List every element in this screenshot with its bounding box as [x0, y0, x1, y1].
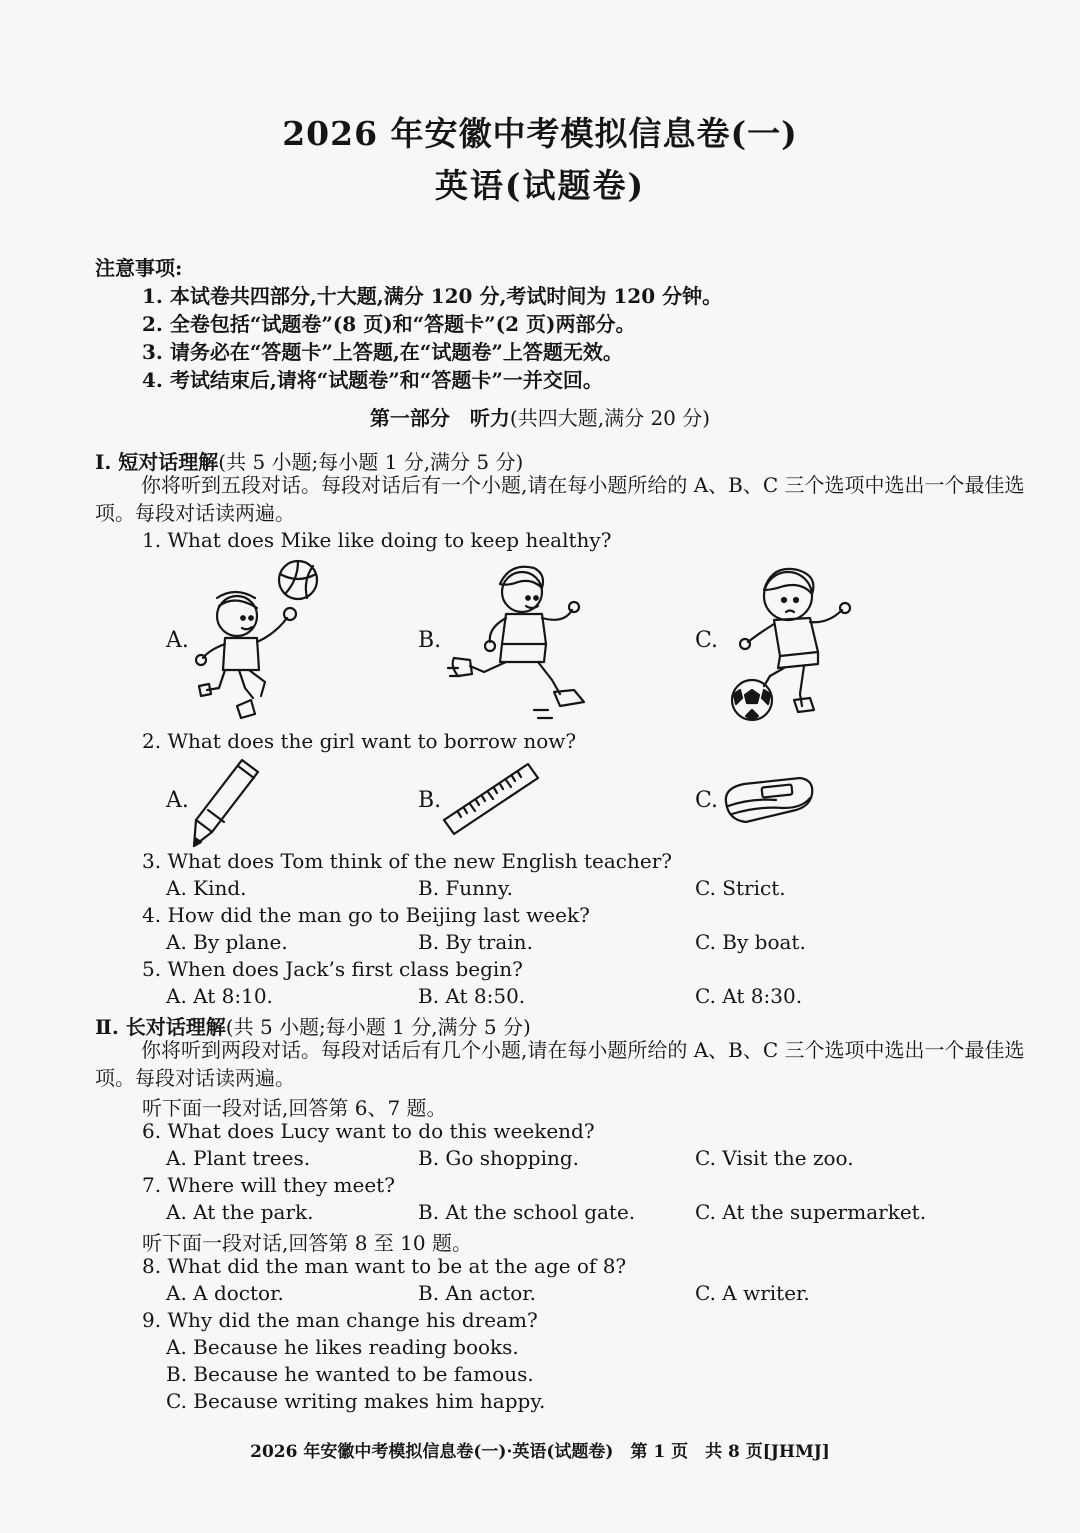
q6-option-b: B. Go shopping.	[418, 1146, 580, 1170]
q3-option-c: C. Strict.	[695, 876, 786, 900]
q6-option-a: A. Plant trees.	[166, 1146, 311, 1170]
question-4: 4. How did the man go to Beijing last week?	[142, 903, 590, 927]
q3-option-b: B. Funny.	[418, 876, 513, 900]
q9-option-b: B. Because he wanted to be famous.	[166, 1362, 534, 1386]
question-2: 2. What does the girl want to borrow now?	[142, 729, 577, 753]
section2-title: Ⅱ. 长对话理解	[95, 1015, 226, 1039]
note-item: 2. 全卷包括“试题卷”(8 页)和“答题卡”(2 页)两部分。	[142, 312, 636, 336]
question-7: 7. Where will they meet?	[142, 1173, 395, 1197]
q8-option-c: C. A writer.	[695, 1281, 810, 1305]
q2-option-b: B.	[418, 788, 442, 813]
exam-title: 2026 年安徽中考模拟信息卷(一)	[282, 114, 798, 153]
section2-subtitle: (共 5 小题;每小题 1 分,满分 5 分)	[225, 1015, 531, 1039]
q7-option-c: C. At the supermarket.	[695, 1200, 927, 1224]
dialogue-lead-1: 听下面一段对话,回答第 6、7 题。	[142, 1096, 447, 1120]
q4-option-c: C. By boat.	[695, 930, 806, 954]
note-item: 3. 请务必在“答题卡”上答题,在“试题卷”上答题无效。	[142, 340, 623, 364]
q4-option-a: A. By plane.	[166, 930, 288, 954]
q1-option-a: A.	[166, 628, 189, 653]
part1-title: 第一部分 听力	[369, 406, 510, 430]
question-1: 1. What does Mike like doing to keep healthy?	[142, 528, 612, 552]
part1-heading	[0, 402, 1080, 431]
boy-running-icon	[448, 562, 594, 720]
boy-playing-basketball-icon	[195, 558, 325, 726]
q9-option-c: C. Because writing makes him happy.	[166, 1389, 546, 1413]
section2-instructions: 你将听到两段对话。每段对话后有几个小题,请在每小题所给的 A、B、C 三个选项中选出一个最佳选项。每段对话读两遍。	[95, 1038, 1025, 1090]
question-6: 6. What does Lucy want to do this weekend?	[142, 1119, 595, 1143]
question-3: 3. What does Tom think of the new English teacher?	[142, 849, 672, 873]
q3-option-a: A. Kind.	[166, 876, 247, 900]
section1-title: Ⅰ. 短对话理解	[95, 450, 219, 474]
boy-playing-football-icon	[728, 560, 852, 720]
question-8: 8. What did the man want to be at the age of 8?	[142, 1254, 627, 1278]
dialogue-lead-2: 听下面一段对话,回答第 8 至 10 题。	[142, 1231, 472, 1255]
pencil-icon	[192, 756, 264, 848]
notes-heading: 注意事项:	[95, 256, 183, 280]
q4-option-b: B. By train.	[418, 930, 533, 954]
q7-option-b: B. At the school gate.	[418, 1200, 636, 1224]
q5-option-b: B. At 8:50.	[418, 984, 526, 1008]
q7-option-a: A. At the park.	[166, 1200, 314, 1224]
q5-option-a: A. At 8:10.	[166, 984, 273, 1008]
ruler-icon	[442, 762, 542, 838]
note-item: 4. 考试结束后,请将“试题卷”和“答题卡”一并交回。	[142, 368, 603, 392]
q2-option-c: C.	[695, 788, 719, 813]
note-item: 1. 本试卷共四部分,十大题,满分 120 分,考试时间为 120 分钟。	[142, 284, 723, 308]
section1-instructions: 你将听到五段对话。每段对话后有一个小题,请在每小题所给的 A、B、C 三个选项中选出一个最佳选项。每段对话读两遍。	[95, 473, 1025, 525]
q2-option-a: A.	[166, 788, 189, 813]
question-5: 5. When does Jack’s first class begin?	[142, 957, 523, 981]
eraser-icon	[722, 776, 816, 830]
exam-subtitle: 英语(试题卷)	[434, 166, 646, 205]
q8-option-b: B. An actor.	[418, 1281, 537, 1305]
q1-option-c: C.	[695, 628, 719, 653]
question-9: 9. Why did the man change his dream?	[142, 1308, 538, 1332]
page-footer: 2026 年安徽中考模拟信息卷(一)·英语(试题卷) 第 1 页 共 8 页[JHMJ]	[250, 1442, 830, 1462]
section1-subtitle: (共 5 小题;每小题 1 分,满分 5 分)	[218, 450, 524, 474]
q8-option-a: A. A doctor.	[166, 1281, 284, 1305]
q1-option-b: B.	[418, 628, 442, 653]
q9-option-a: A. Because he likes reading books.	[166, 1335, 519, 1359]
q5-option-c: C. At 8:30.	[695, 984, 803, 1008]
q6-option-c: C. Visit the zoo.	[695, 1146, 854, 1170]
part1-subtitle: (共四大题,满分 20 分)	[509, 406, 711, 430]
